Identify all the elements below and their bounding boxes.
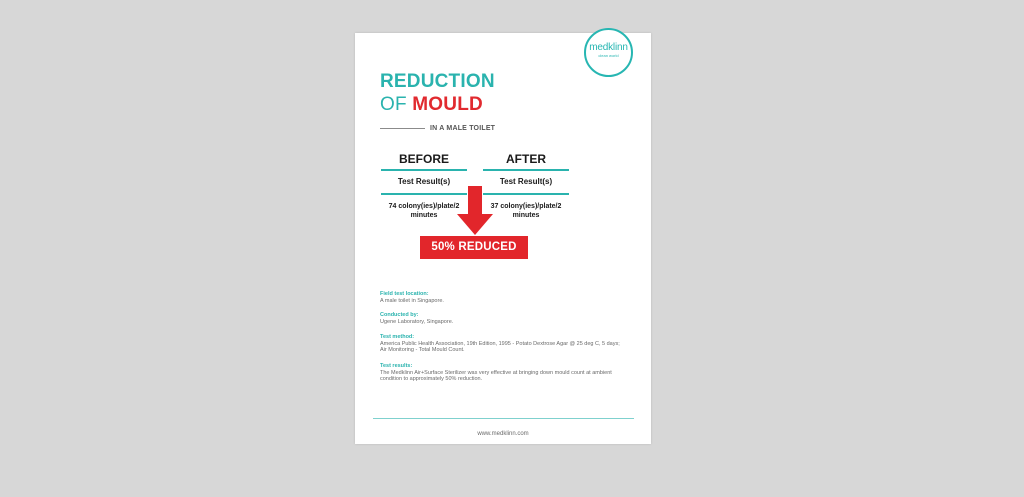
info-value: The Medklinn Air+Surface Sterilizer was very effective at bringing down mould count at ambient condition to approximately 50% reduction. (380, 369, 612, 382)
info-label: Test results: (380, 363, 413, 369)
info-location (380, 291, 620, 304)
before-value: 74 colony(ies)/plate/2 minutes (388, 203, 460, 219)
logo-tagline: clean world (598, 53, 619, 58)
title-mould: MOULD (412, 94, 483, 115)
subtitle (380, 125, 495, 132)
info-value: A male toilet in Singapore. (380, 297, 444, 304)
after-value: 37 colony(ies)/plate/2 minutes (490, 203, 562, 219)
after-rule-top (483, 169, 569, 171)
reduction-badge: 50% REDUCED (420, 236, 528, 259)
down-arrow-icon (454, 186, 496, 236)
after-subheading: Test Result(s) (499, 177, 553, 186)
title-line-1: REDUCTION (380, 71, 495, 92)
info-label: Conducted by: (380, 312, 419, 318)
title-of: OF (380, 94, 407, 115)
medklinn-logo (584, 28, 633, 77)
subtitle-text: IN A MALE TOILET (430, 125, 496, 132)
before-rule-top (381, 169, 467, 171)
logo-wordmark: medklinn (589, 42, 628, 53)
footer-website: www.medklinn.com (477, 431, 529, 437)
footer-divider (373, 418, 634, 419)
title-line-2 (380, 94, 483, 116)
info-label: Test method: (380, 334, 415, 340)
after-heading: AFTER (506, 152, 546, 166)
before-subheading: Test Result(s) (397, 177, 451, 186)
info-value: Ugene Laboratory, Singapore. (380, 318, 454, 325)
info-test-method (380, 334, 620, 354)
info-value: America Public Health Association, 19th Edition, 1995 - Potato Dextrose Agar @ 25 deg C, 5 days; Air Monitoring - Total Mould Count. (380, 340, 620, 353)
before-heading: BEFORE (398, 152, 449, 166)
info-label: Field test location: (380, 291, 429, 297)
info-conducted-by (380, 312, 620, 325)
info-test-results (380, 363, 620, 383)
document-page (355, 33, 651, 444)
subtitle-rule (380, 128, 425, 129)
